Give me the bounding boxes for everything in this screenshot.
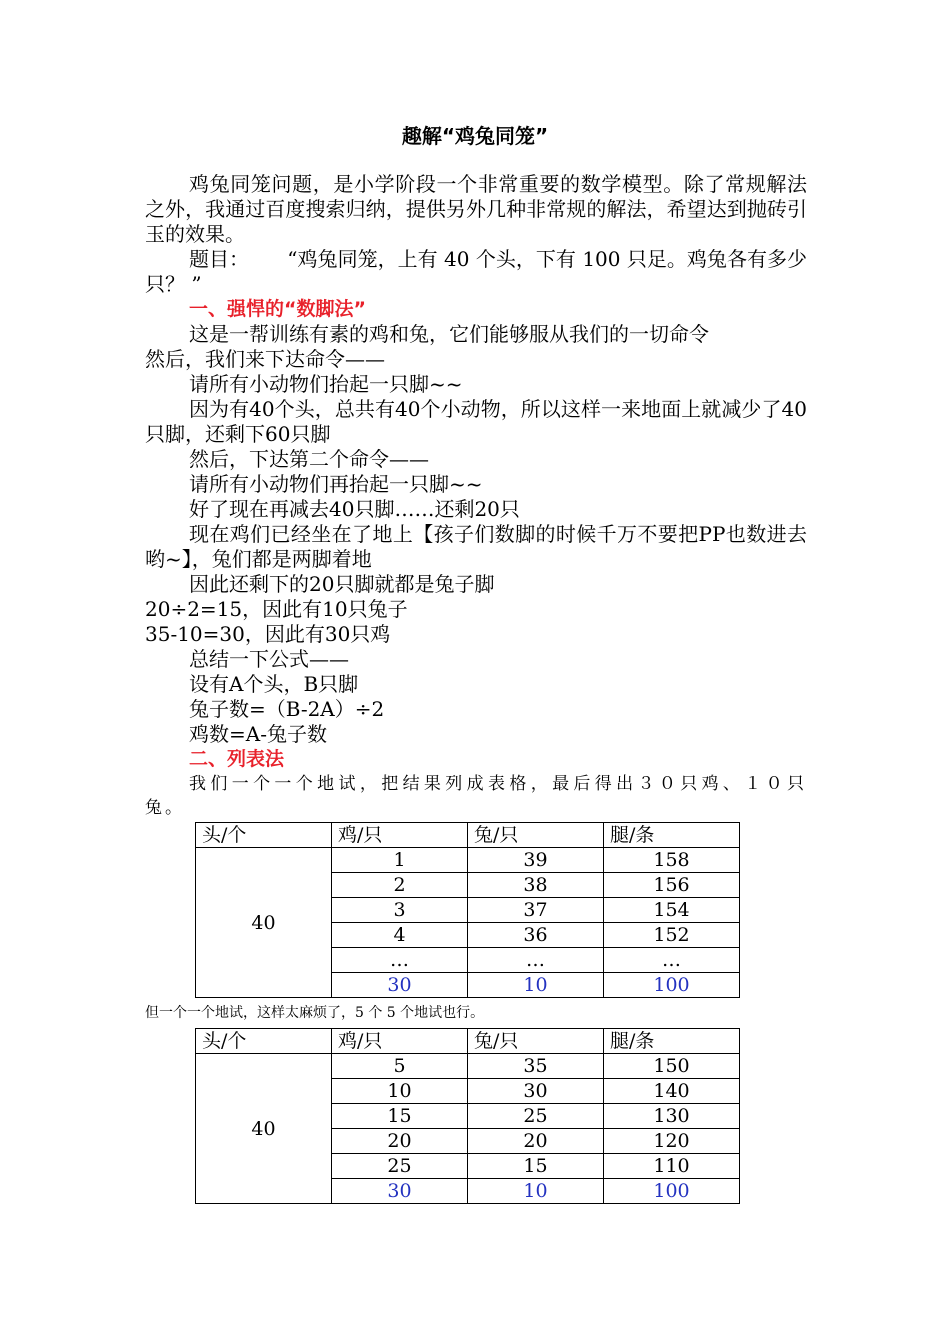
table-cell: 110 bbox=[604, 1154, 740, 1179]
table-cell: 38 bbox=[468, 873, 604, 898]
page-title: 趣解“鸡兔同笼” bbox=[401, 124, 549, 148]
problem-paragraph: 题目： “鸡兔同笼，上有 40 个头，下有 100 只足。鸡兔各有多少只？ ” bbox=[145, 247, 807, 296]
answer-cell: 30 bbox=[332, 1179, 468, 1204]
paragraph-line: 因为有40个头，总共有40个小动物，所以这样一来地面上就减少了40只脚，还剩下60只脚 bbox=[145, 397, 807, 446]
table-cell: 4 bbox=[332, 923, 468, 948]
table-cell: 3 bbox=[332, 898, 468, 923]
trial-table-2 bbox=[195, 1028, 740, 1204]
header-cell: 兔/只 bbox=[468, 823, 604, 848]
header-cell: 腿/条 bbox=[604, 1029, 740, 1054]
body-text bbox=[145, 172, 807, 820]
table-row bbox=[196, 848, 740, 873]
header-cell: 兔/只 bbox=[468, 1029, 604, 1054]
header-cell: 头/个 bbox=[196, 823, 332, 848]
table-cell: 36 bbox=[468, 923, 604, 948]
table-cell: 2 bbox=[332, 873, 468, 898]
section-heading-1: 一、强悍的“数脚法” bbox=[189, 298, 366, 320]
table-cell: 25 bbox=[468, 1104, 604, 1129]
paragraph-line: 总结一下公式—— bbox=[189, 647, 349, 671]
header-cell: 鸡/只 bbox=[332, 823, 468, 848]
header-cell: 头/个 bbox=[196, 1029, 332, 1054]
trial-table-1 bbox=[195, 822, 740, 998]
table-cell: 20 bbox=[468, 1129, 604, 1154]
table-cell: 156 bbox=[604, 873, 740, 898]
table-cell: 10 bbox=[332, 1079, 468, 1104]
table-cell: … bbox=[468, 948, 604, 973]
paragraph-line: 然后，我们来下达命令—— bbox=[145, 347, 385, 371]
table-cell: 39 bbox=[468, 848, 604, 873]
answer-cell: 10 bbox=[468, 973, 604, 998]
table-cell: 1 bbox=[332, 848, 468, 873]
table-header-row bbox=[196, 823, 740, 848]
heads-cell: 40 bbox=[196, 1054, 332, 1204]
table-cell: 37 bbox=[468, 898, 604, 923]
table-cell: … bbox=[604, 948, 740, 973]
paragraph-line: 我们一个一个地试，把结果列成表格，最后得出３０只鸡、１０只兔。 bbox=[145, 774, 807, 818]
paragraph-line: 现在鸡们已经坐在了地上【孩子们数脚的时候千万不要把PP也数进去哟~】，兔们都是两脚着地 bbox=[145, 522, 807, 571]
heads-cell: 40 bbox=[196, 848, 332, 998]
table-note: 但一个一个地试，这样太麻烦了，5 个 5 个地试也行。 bbox=[145, 1005, 485, 1021]
answer-cell: 100 bbox=[604, 1179, 740, 1204]
table-cell: 25 bbox=[332, 1154, 468, 1179]
table-cell: 150 bbox=[604, 1054, 740, 1079]
table-cell: 20 bbox=[332, 1129, 468, 1154]
paragraph-line: 请所有小动物们再抬起一只脚~~ bbox=[189, 472, 483, 496]
answer-cell: 30 bbox=[332, 973, 468, 998]
formula-rabbits: 兔子数=（B-2A）÷2 bbox=[189, 697, 385, 721]
table-cell: 35 bbox=[468, 1054, 604, 1079]
table-cell: 140 bbox=[604, 1079, 740, 1104]
answer-cell: 100 bbox=[604, 973, 740, 998]
paragraph-line: 这是一帮训练有素的鸡和兔，它们能够服从我们的一切命令 bbox=[189, 322, 709, 346]
paragraph-line: 请所有小动物们抬起一只脚~~ bbox=[189, 372, 463, 396]
paragraph-line: 好了现在再减去40只脚……还剩20只 bbox=[189, 497, 520, 521]
table-cell: 152 bbox=[604, 923, 740, 948]
header-cell: 鸡/只 bbox=[332, 1029, 468, 1054]
table-cell: 120 bbox=[604, 1129, 740, 1154]
table-cell: 154 bbox=[604, 898, 740, 923]
table-cell: 158 bbox=[604, 848, 740, 873]
table-cell: 130 bbox=[604, 1104, 740, 1129]
paragraph-line: 因此还剩下的20只脚就都是兔子脚 bbox=[189, 572, 495, 596]
paragraph-line: 然后，下达第二个命令—— bbox=[189, 447, 429, 471]
table-cell: 15 bbox=[332, 1104, 468, 1129]
table-cell: 30 bbox=[468, 1079, 604, 1104]
table-row bbox=[196, 1054, 740, 1079]
table-cell: 5 bbox=[332, 1054, 468, 1079]
header-cell: 腿/条 bbox=[604, 823, 740, 848]
paragraph-line: 20÷2=15，因此有10只兔子 bbox=[145, 597, 408, 621]
table-header-row bbox=[196, 1029, 740, 1054]
section-heading-2: 二、列表法 bbox=[189, 748, 285, 770]
formula-chickens: 鸡数=A-兔子数 bbox=[189, 722, 327, 746]
table-cell: … bbox=[332, 948, 468, 973]
paragraph-line: 35-10=30，因此有30只鸡 bbox=[145, 622, 391, 646]
table-cell: 15 bbox=[468, 1154, 604, 1179]
paragraph-line: 设有A个头，B只脚 bbox=[189, 672, 359, 696]
answer-cell: 10 bbox=[468, 1179, 604, 1204]
intro-paragraph: 鸡兔同笼问题，是小学阶段一个非常重要的数学模型。除了常规解法之外，我通过百度搜索归纳，提供另外几种非常规的解法，希望达到抛砖引玉的效果。 bbox=[145, 172, 807, 246]
